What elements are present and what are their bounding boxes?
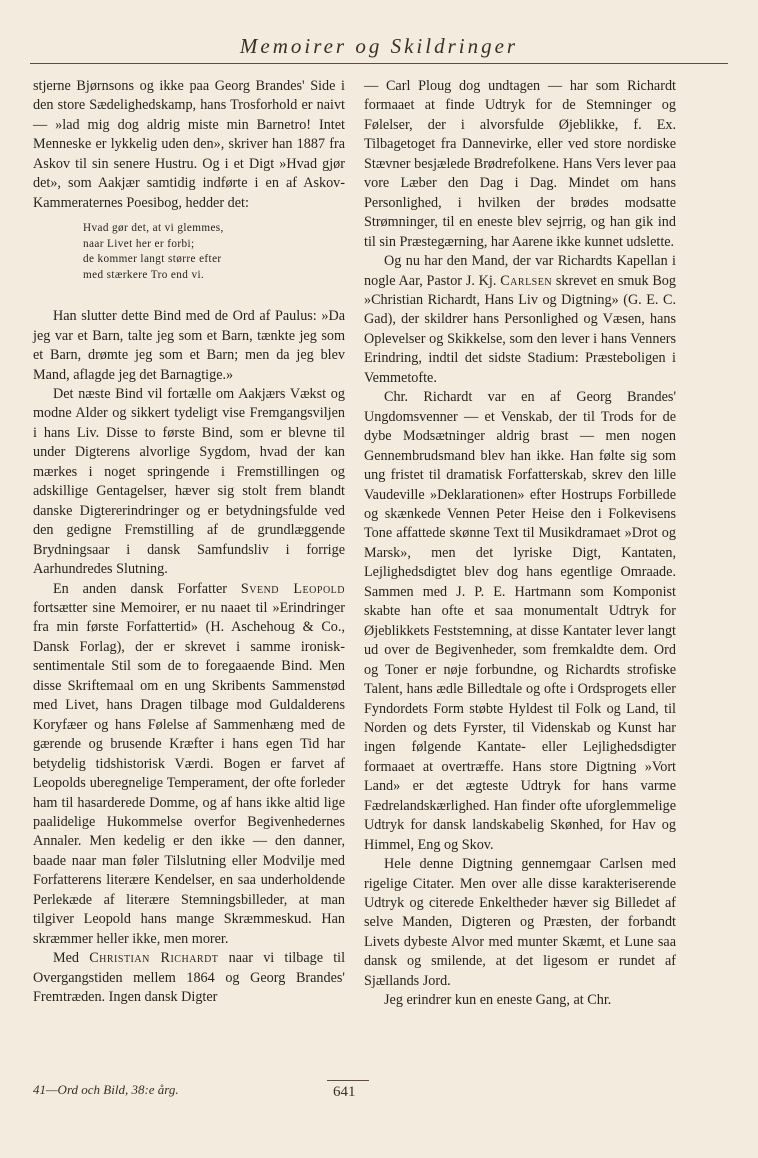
paragraph: Jeg erindrer kun en eneste Gang, at Chr. [384, 992, 612, 1009]
paragraph: Chr. Richardt var en af Georg Brandes' Ungdomsvenner — et Venskab, der til Trods for de dybe Modsætninger aldrig brast — men nogen Gennembrudsmand blev han ikke. Han følte sig som ung fristet til dramatisk Forfatterskab, skrev den lille Vaudeville »Deklarationen» efter Hostrups Forbillede og skænkede Vennen Peter Heise den i Folkevisens Tone affattede skønne Text til Musikdramaet »Drot og Marsk», men det lyriske Digt, Kantaten, Lejlighedsdigtet blev dog hans egentlige Omraade. Sammen med J. P. E. Hartmann som Komponist skabte han ofte et saa monumentalt Udtryk for Øjeblikkets Feststemning, at disse Kantater lever langt ud over de Begivenheder, som fremkaldte dem. Ord og Toner er nøje forbundne, og Richardts strofiske Talent, hans ædle Billedtale og ofte i Ordsprogets eller Fyndordets Form støbte Hyldest til Folk og Land, til Norden og dets Fyrster, til Videnskab og Kunst har ingen følgende Kantate- eller Lejlighedsdigter formaaet at overtræffe. Hans store Digtning »Vort Land» er det ægteste Udtryk for hans varme Fædrelandskærlighed. Han finder ofte uforglemmelige Udtryk for dansk landskabelig Skønhed, for Hav og Himmel, Eng og Skov. [364, 389, 676, 853]
header-rule [30, 63, 728, 64]
page-number-rule [327, 1080, 369, 1081]
left-column [33, 77, 345, 1007]
running-head: Memoirer og Skildringer [239, 34, 519, 58]
spacer [33, 297, 345, 307]
author-name: Svend Leopold [240, 580, 346, 597]
text-run: Og nu har den Mand, der var Richardts Kapellan i nogle Aar, Pastor J. Kj. [364, 253, 676, 289]
paragraph: Hele denne Digtning gennemgaar Carlsen med rigelige Citater. Men over alle disse karakteriserende Udtryk og citerede Enkeltheder hæver sig Billedet af selve Manden, Digteren og Præsten, der forbandt Livets dybeste Alvor med munter Skæmt, et Lune saa dansk og smilende, at det ligesom er rundet af Sjællands Jord. [364, 856, 676, 989]
signature-mark: 41—Ord och Bild, 38:e årg. [33, 1082, 179, 1097]
verse-block [83, 221, 345, 283]
text-run: skrevet en smuk Bog »Christian Richardt, Hans Liv og Digtning» (G. E. C. Gad), der skildrer hans Personlighed og Væsen, hans Oplevelser og Skikkelse, som den lever i hans Venners Erindring, indtil det sidste Stadium: Præsteboligen i Vemmetofte. [364, 272, 676, 386]
paragraph: Det næste Bind vil fortælle om Aakjærs Vækst og modne Alder og sikkert tydeligt vise Fremgangsviljen i hans Liv. Disse to første Bind, som er blevne til under Digterens alvorlige Sygdom, hvad der kan mærkes i noget springende i Fremstillingen og adskillige Gentagelser, hæver sig stolt frem blandt danske Digtererindringer og er betydningsfulde ved den gedigne Fremstilling af de grundlæggende Brydningsaar i dansk Samfundsliv i forrige Aarhundredes Slutning. [33, 385, 345, 578]
verse-line: med stærkere Tro end vi. [83, 268, 205, 281]
paragraph [364, 252, 676, 388]
right-column [364, 77, 676, 1011]
author-name: Carlsen [500, 272, 553, 289]
verse-line: Hvad gør det, at vi glemmes, [83, 222, 224, 235]
paragraph [33, 580, 345, 950]
verse-line: de kommer langt større efter [83, 253, 222, 266]
paragraph: — Carl Ploug dog undtagen — har som Richardt formaaet at finde Udtryk for de Stemninger og Følelser, der i alvorsfulde Øjeblikke, f. Ex. Tilbagetoget fra Dannevirke, eller ved store nordiske Stævner besjælede Brødrefolkene. Hans Vers lever paa vore Læber den Dag i Dag. Mindet om hans Personlighed, i hvilken der brødes modsatte Strømninger, til en eneste blev sejrrig, og han gik ind til sin Præstegærning, har Aarene ikke kunnet udslette. [364, 78, 676, 250]
page-number: 641 [333, 1084, 356, 1100]
paragraph [33, 949, 345, 1007]
text-run: En anden dansk Forfatter [53, 580, 227, 597]
paragraph: stjerne Bjørnsons og ikke paa Georg Brandes' Side i den store Sædelighedskamp, hans Trosforhold er naivt — »lad mig dog aldrig miste min Barnetro! Intet Menneske er lykkelig uden den», skriver han 1887 fra Askov til sin senere Hustru. Og i et Digt »Hvad gjør det», som Aakjær samtidig indførte i en af Askov-Kammeraternes Poesibog, hedder det: [33, 78, 345, 211]
author-name: Christian Richardt [89, 950, 219, 967]
paragraph: Han slutter dette Bind med de Ord af Paulus: »Da jeg var et Barn, talte jeg som et Barn, tænkte jeg som et Barn, drømte jeg som et Barn; men da jeg blev Mand, aflagde jeg det Barnagtige.» [33, 308, 345, 383]
text-run: naar vi tilbage til Overgangstiden mellem 1864 og Georg Brandes' Fremtræden. Ingen dansk Digter [33, 950, 346, 1006]
text-run: fortsætter sine Memoirer, er nu naaet til »Erindringer fra min første Forfattertid» (H. Aschehoug & Co., Dansk Forlag), der er skrevet i samme ironisk-sentimentale Stil som de to foregaaende Bind. Men disse Skriftemaal om en ung Skribents Sammenstød med Livet, hans Dragen tilbage mod Guldalderens Koryfæer og hans Følelse af Sammenhæng med de gærende og brusende Kræfter i hans egen Tid har betydelig tidshistorisk Værdi. Bogen er farvet af Leopolds uberegnelige Temperament, der ofte forleder ham til hasarderede Domme, og af hans ikke altid lige paalidelige Hukommelse overfor Begivenhedernes Annaler. Men kedelig er den ikke — den danner, baade naar man føler Tilslutning eller Modvilje med Forfatterens literære Kendelser, en saa underholdende Perlekæde af literære Stemningsbilleder, at man tilgiver Leopold hans mange Skræmmeskud. Han skræmmer heller ikke, men morer. [33, 599, 345, 947]
text-run: Med [53, 950, 80, 967]
verse-line: naar Livet her er forbi; [83, 237, 195, 250]
